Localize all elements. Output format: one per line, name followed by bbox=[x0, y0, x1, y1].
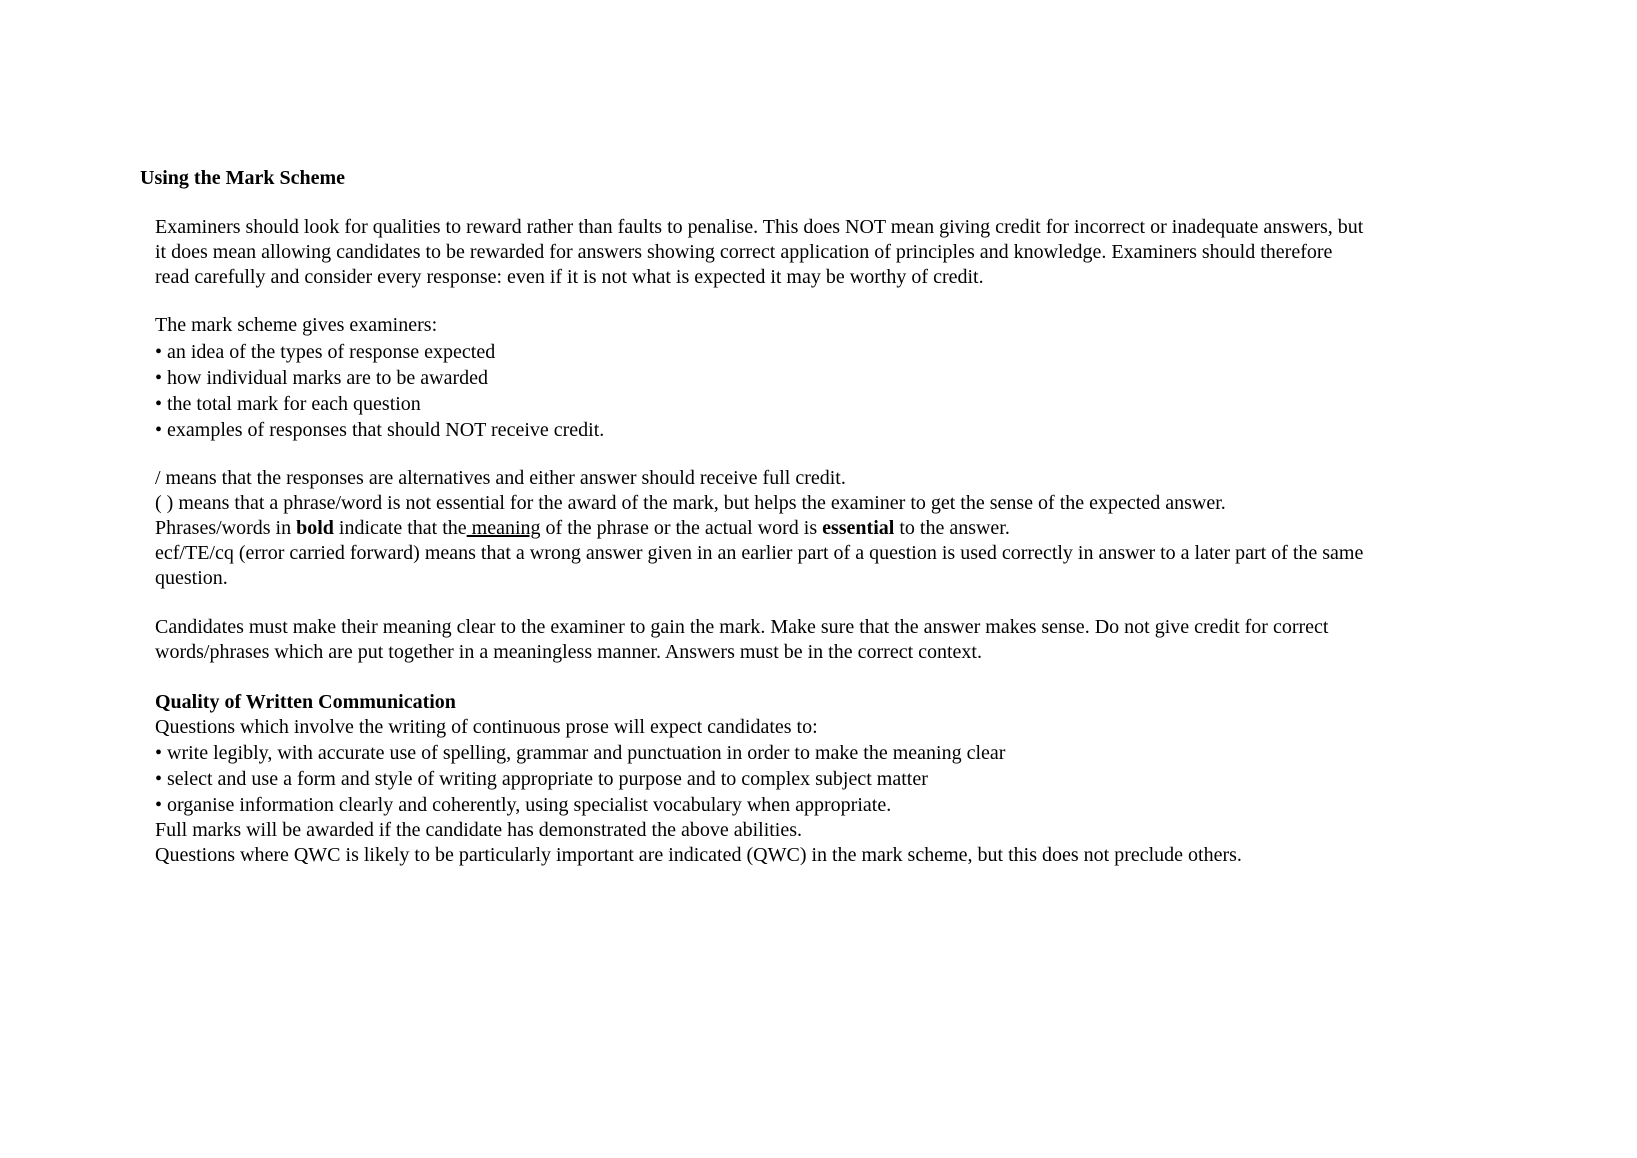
underlined-word: meaning bbox=[466, 517, 541, 539]
intro-line: Examiners should look for qualities to reward rather than faults to penalise. This does NOT mean giving credit for incorrect or inadequate answers, but bbox=[155, 216, 1364, 238]
ecf-line: question. bbox=[155, 567, 228, 589]
bold-word: essential bbox=[822, 517, 895, 539]
intro-line: read carefully and consider every response: even if it is not what is expected it may be worthy of credit. bbox=[155, 266, 984, 288]
ecf-line: ecf/TE/cq (error carried forward) means that a wrong answer given in an earlier part of a question is used correctly in answer to a later part of the same bbox=[155, 542, 1364, 564]
text: Phrases/words in bbox=[155, 517, 297, 539]
meaning-line: words/phrases which are put together in a meaningless manner. Answers must be in the correct context. bbox=[155, 641, 982, 663]
text: indicate that the bbox=[333, 517, 467, 539]
meaning-line: Candidates must make their meaning clear to the examiner to gain the mark. Make sure that the answer makes sense. Do not give credit for correct bbox=[155, 616, 1329, 638]
bullet-item: • the total mark for each question bbox=[155, 393, 421, 415]
qwc-intro: Questions which involve the writing of continuous prose will expect candidates to: bbox=[155, 716, 818, 738]
bullet-item: • an idea of the types of response expected bbox=[155, 341, 496, 363]
qwc-full-marks: Full marks will be awarded if the candidate has demonstrated the above abilities. bbox=[155, 819, 803, 841]
bold-convention bbox=[155, 516, 1010, 541]
slash-convention: / means that the responses are alternatives and either answer should receive full credit. bbox=[155, 467, 846, 489]
brackets-convention: ( ) means that a phrase/word is not essential for the award of the mark, but helps the examiner to get the sense of the expected answer. bbox=[155, 492, 1226, 514]
bold-word: bold bbox=[296, 517, 334, 539]
text: of the phrase or the actual word is bbox=[540, 517, 823, 539]
qwc-heading: Quality of Written Communication bbox=[155, 691, 456, 713]
bullet-item: • examples of responses that should NOT receive credit. bbox=[155, 419, 605, 441]
qwc-bullet: • select and use a form and style of writing appropriate to purpose and to complex subject matter bbox=[155, 768, 928, 790]
bullet-item: • how individual marks are to be awarded bbox=[155, 367, 489, 389]
text: to the answer. bbox=[894, 517, 1010, 539]
gives-intro: The mark scheme gives examiners: bbox=[155, 314, 438, 336]
qwc-note: Questions where QWC is likely to be particularly important are indicated (QWC) in the mark scheme, but this does not preclude others. bbox=[155, 844, 1242, 866]
qwc-bullet: • write legibly, with accurate use of spelling, grammar and punctuation in order to make the meaning clear bbox=[155, 742, 1006, 764]
qwc-bullet: • organise information clearly and coherently, using specialist vocabulary when appropriate. bbox=[155, 794, 892, 816]
section-heading: Using the Mark Scheme bbox=[140, 167, 345, 189]
intro-line: it does mean allowing candidates to be rewarded for answers showing correct application of principles and knowledge. Examiners should therefore bbox=[155, 241, 1333, 263]
